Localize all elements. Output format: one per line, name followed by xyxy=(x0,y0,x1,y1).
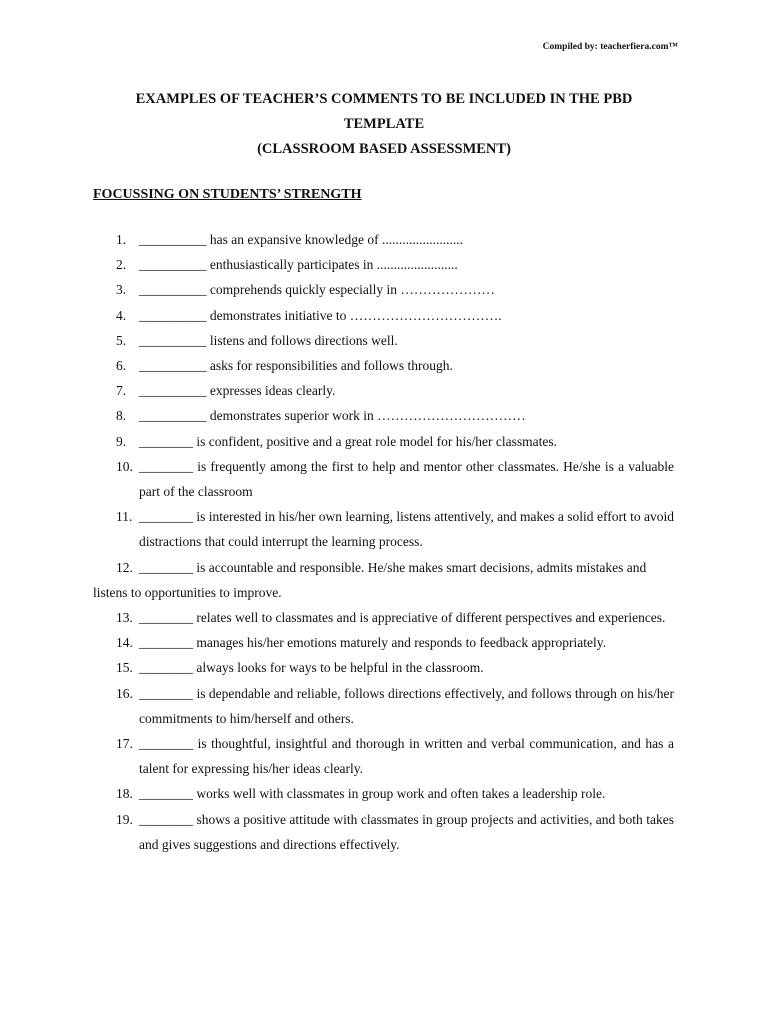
item-text: ________ is confident, positive and a great role model for his/her classmates. xyxy=(139,433,558,449)
list-item xyxy=(93,504,674,554)
item-number: 15. xyxy=(116,660,133,676)
item-number: 6. xyxy=(116,358,127,374)
item-number: 12. xyxy=(116,559,133,575)
comments-list xyxy=(93,227,674,857)
item-text: ________ relates well to classmates and is appreciative of different perspectives and experiences. xyxy=(139,610,666,626)
item-number: 4. xyxy=(116,307,127,323)
item-text: ________ always looks for ways to be helpful in the classroom. xyxy=(139,660,484,676)
item-number: 19. xyxy=(116,811,133,827)
item-number: 8. xyxy=(116,408,127,424)
list-item xyxy=(93,252,674,277)
list-item xyxy=(93,429,674,454)
item-number: 14. xyxy=(116,635,133,651)
title-line-2: TEMPLATE xyxy=(343,116,425,132)
item-text: ________ works well with classmates in group work and often takes a leadership role. xyxy=(139,786,606,802)
title-line-1: EXAMPLES OF TEACHER’S COMMENTS TO BE INCLUDED IN THE PBD xyxy=(135,91,633,107)
list-item xyxy=(93,807,674,857)
compiled-by-credit: Compiled by: teacherfiera.com™ xyxy=(542,42,678,52)
item-number: 18. xyxy=(116,786,133,802)
item-text: __________ listens and follows directions well. xyxy=(139,332,398,348)
list-item xyxy=(93,378,674,403)
list-item xyxy=(93,303,674,328)
list-item xyxy=(93,454,674,504)
section-heading: FOCUSSING ON STUDENTS’ STRENGTH xyxy=(93,187,362,202)
list-item xyxy=(93,277,674,302)
item-text: ________ manages his/her emotions maturely and responds to feedback appropriately. xyxy=(139,635,606,651)
item-number: 10. xyxy=(116,458,133,474)
list-item xyxy=(93,681,674,731)
list-item xyxy=(93,731,674,781)
list-item xyxy=(93,328,674,353)
item-text: __________ demonstrates initiative to ……………………………. xyxy=(139,307,502,323)
item-number: 3. xyxy=(116,282,127,298)
list-item xyxy=(93,403,674,428)
item-text: ________ is interested in his/her own learning, listens attentively, and makes a solid effort to avoid distractions that could interrupt the learning process. xyxy=(139,509,674,550)
item-text: __________ comprehends quickly especially in ………………… xyxy=(139,282,495,298)
item-number: 1. xyxy=(116,232,127,247)
list-item xyxy=(93,227,674,252)
item-number: 2. xyxy=(116,257,127,273)
item-text: __________ asks for responsibilities and follows through. xyxy=(139,358,453,374)
item-number: 5. xyxy=(116,332,127,348)
item-text: __________ has an expansive knowledge of ........................ xyxy=(139,232,463,247)
item-text: __________ demonstrates superior work in …………………………… xyxy=(139,408,526,424)
list-item xyxy=(93,555,674,605)
item-text: ________ is dependable and reliable, follows directions effectively, and follows through on his/her commitments to him/herself and others. xyxy=(139,685,674,726)
item-number: 7. xyxy=(116,383,127,399)
item-text: ________ is accountable and responsible. He/she makes smart decisions, admits mistakes and listens to opportunities to improve. xyxy=(93,559,647,600)
list-item xyxy=(93,781,674,806)
item-number: 11. xyxy=(116,509,133,525)
item-text: ________ is thoughtful, insightful and thorough in written and verbal communication, and has a talent for expressing his/her ideas clearly. xyxy=(139,736,674,777)
title-line-3: (CLASSROOM BASED ASSESSMENT) xyxy=(257,141,511,157)
document-title xyxy=(0,87,768,162)
item-number: 16. xyxy=(116,685,133,701)
list-item xyxy=(93,605,674,630)
list-item xyxy=(93,353,674,378)
item-text: __________ enthusiastically participates in ........................ xyxy=(139,257,458,273)
item-number: 9. xyxy=(116,433,127,449)
list-item xyxy=(93,630,674,655)
item-text: ________ is frequently among the first to help and mentor other classmates. He/she is a valuable part of the classroom xyxy=(139,458,674,500)
item-text: __________ expresses ideas clearly. xyxy=(139,383,336,399)
list-item xyxy=(93,655,674,680)
item-number: 17. xyxy=(116,736,133,752)
item-number: 13. xyxy=(116,610,133,626)
item-text: ________ shows a positive attitude with classmates in group projects and activities, and both takes and gives suggestions and directions effectively. xyxy=(139,811,674,852)
